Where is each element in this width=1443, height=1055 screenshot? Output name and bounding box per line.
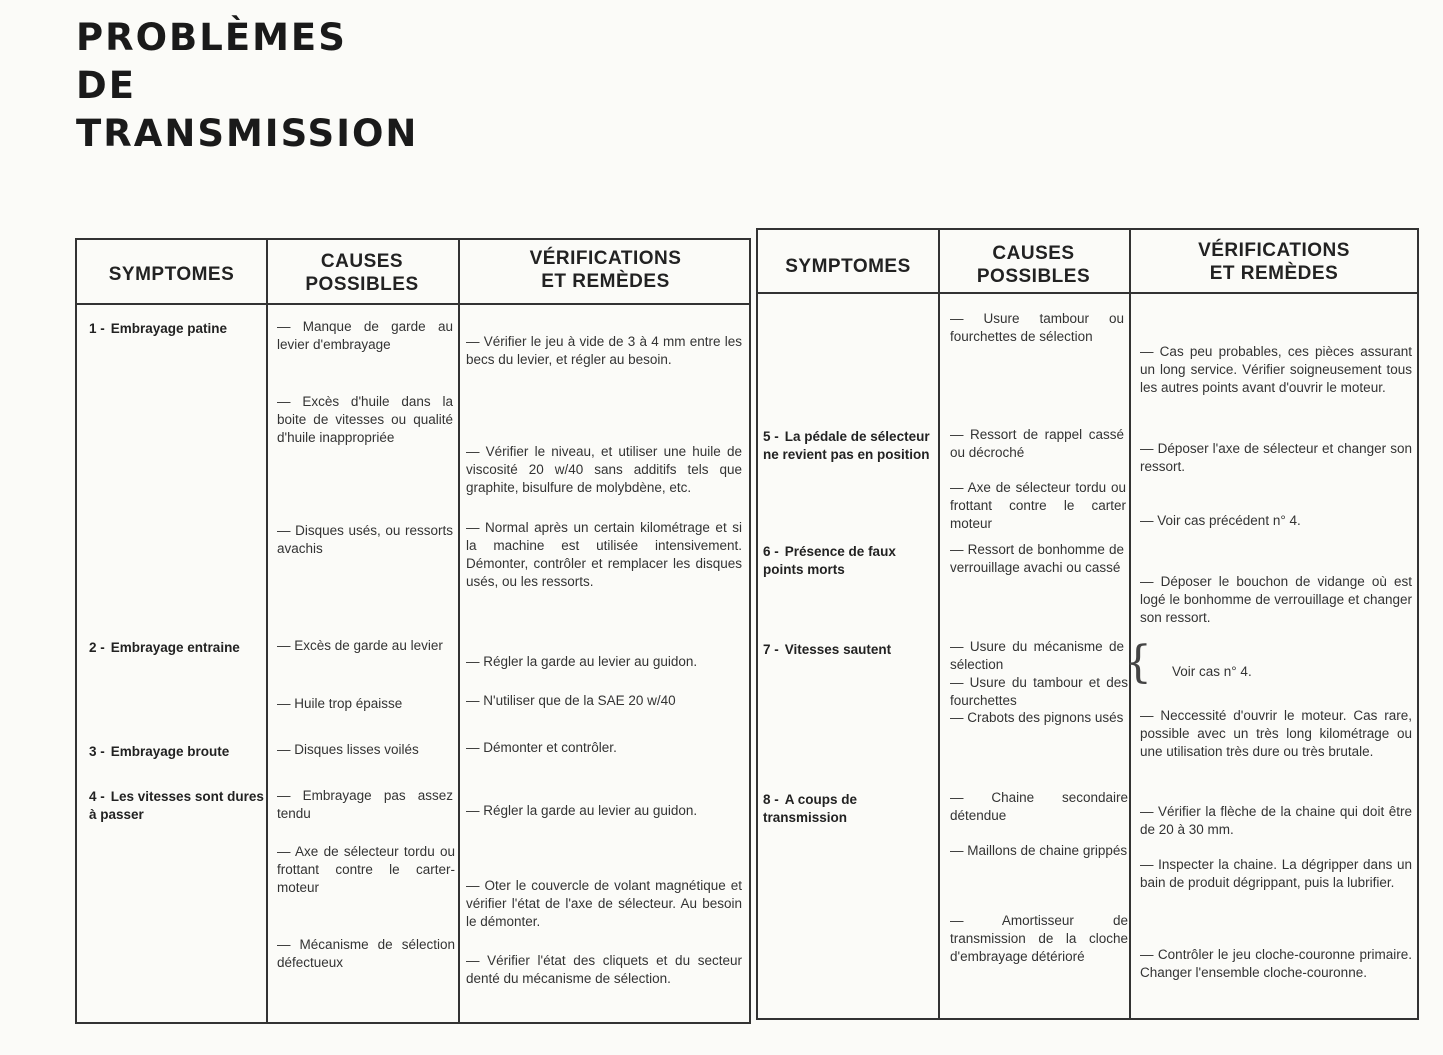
symptom-number: 7 - xyxy=(763,642,779,657)
header-verifications-line2: ET REMÈDES xyxy=(541,271,670,292)
symptom-number: 8 - xyxy=(763,792,779,807)
symptom-text: A coups de transmission xyxy=(763,792,858,825)
remedy-cell: — Vérifier la flèche de la chaine qui doit être de 20 à 30 mm. xyxy=(1140,804,1412,837)
remedy-cell: — Vérifier le jeu à vide de 3 à 4 mm entre les becs du levier, et régler au besoin. xyxy=(466,334,742,367)
cause-cell: — Crabots des pignons usés xyxy=(950,710,1124,725)
remedy-cell: — Régler la garde au levier au guidon. xyxy=(466,654,698,669)
symptom-text: Embrayage entraine xyxy=(110,640,240,655)
symptom-2 xyxy=(89,639,269,657)
cause-cell: — Disques usés, ou ressorts avachis xyxy=(277,523,453,556)
remedy-cell: — Contrôler le jeu cloche-couronne primaire. Changer l'ensemble cloche-couronne. xyxy=(1140,947,1412,980)
cause-cell: — Axe de sélecteur tordu ou frottant contre le carter moteur xyxy=(950,480,1126,531)
header-symptomes-label: SYMPTOMES xyxy=(108,264,235,285)
symptom-6 xyxy=(763,543,939,579)
header-causes-line1: CAUSES xyxy=(320,251,404,272)
remedy-cell: — N'utiliser que de la SAE 20 w/40 xyxy=(466,693,676,708)
header-causes-line1: CAUSES xyxy=(992,243,1075,264)
header-causes-line2: POSSIBLES xyxy=(976,266,1091,287)
title-line-2: DE xyxy=(76,64,136,107)
symptom-3 xyxy=(89,743,259,761)
cause-cell: — Embrayage pas assez tendu xyxy=(277,788,453,821)
remedy-cell: — Normal après un certain kilométrage et si la machine est utilisée intensivement. Démonter, contrôler et remplacer les disques usés, ou les ressorts. xyxy=(466,520,742,589)
symptom-text: Présence de faux points morts xyxy=(763,544,896,577)
remedy-cell: — Déposer l'axe de sélecteur et changer son ressort. xyxy=(1140,441,1412,474)
symptom-text: La pédale de sélecteur ne revient pas en position xyxy=(763,429,930,462)
header-divider xyxy=(77,303,749,305)
cause-cell: — Usure du tambour et des fourchettes xyxy=(950,675,1128,708)
column-divider xyxy=(266,240,268,1022)
remedy-cell: — Vérifier le niveau, et utiliser une huile de viscosité 20 w/40 sans additifs tels que graphite, bisulfure de molybdène, etc. xyxy=(466,444,742,495)
symptom-number: 5 - xyxy=(763,429,779,444)
symptom-number: 1 - xyxy=(89,321,105,336)
symptom-7 xyxy=(763,641,939,659)
symptom-4 xyxy=(89,788,269,824)
brace-symbol: { xyxy=(1124,637,1152,688)
cause-cell: — Maillons de chaine grippés xyxy=(950,843,1128,858)
cause-cell: — Chaine secondaire détendue xyxy=(950,790,1128,823)
symptom-number: 6 - xyxy=(763,544,779,559)
header-verifications xyxy=(458,247,753,293)
cause-cell: — Mécanisme de sélection défectueux xyxy=(277,937,455,970)
remedy-cell: — Inspecter la chaine. La dégripper dans un bain de produit dégrippant, puis la lubrifier. xyxy=(1140,857,1412,890)
remedy-cell: — Neccessité d'ouvrir le moteur. Cas rare, possible avec un très long kilométrage ou une utilisation très dure ou très brutale. xyxy=(1140,708,1412,759)
symptom-number: 3 - xyxy=(89,744,105,759)
cause-cell: — Amortisseur de transmission de la cloche d'embrayage détérioré xyxy=(950,913,1128,964)
cause-cell: — Ressort de rappel cassé ou décroché xyxy=(950,427,1124,460)
symptom-text: Embrayage patine xyxy=(110,321,228,336)
symptom-text: Vitesses sautent xyxy=(784,642,892,657)
header-symptomes xyxy=(77,263,266,286)
symptom-number: 2 - xyxy=(89,640,105,655)
remedy-cell: — Oter le couvercle de volant magnétique et vérifier l'état de l'axe de sélecteur. Au besoin le démonter. xyxy=(466,878,742,929)
header-symptomes xyxy=(758,255,938,278)
cause-cell: — Disques lisses voilés xyxy=(277,742,419,757)
remedy-cell: — Vérifier l'état des cliquets et du secteur denté du mécanisme de sélection. xyxy=(466,953,742,986)
header-causes xyxy=(266,250,458,296)
cause-cell: — Huile trop épaisse xyxy=(277,696,403,711)
column-divider xyxy=(458,240,460,1022)
remedy-cell: — Déposer le bouchon de vidange où est logé le bonhomme de verrouillage et changer son ressort. xyxy=(1140,574,1412,625)
title-line-1: PROBLÈMES xyxy=(76,16,347,59)
header-symptomes-label: SYMPTOMES xyxy=(785,256,911,277)
symptom-1 xyxy=(89,320,259,338)
header-verifications-line1: VÉRIFICATIONS xyxy=(1198,240,1350,261)
symptom-5 xyxy=(763,428,939,464)
cause-cell: — Excès d'huile dans la boite de vitesses ou qualité d'huile inappropriée xyxy=(277,394,453,445)
symptom-text: Embrayage broute xyxy=(110,744,230,759)
header-divider xyxy=(758,292,1417,294)
symptom-text: Les vitesses sont dures à passer xyxy=(89,789,264,822)
cause-cell: — Axe de sélecteur tordu ou frottant contre le carter-moteur xyxy=(277,844,455,895)
cause-cell: — Usure tambour ou fourchettes de sélection xyxy=(950,311,1124,344)
symptom-number: 4 - xyxy=(89,789,105,804)
header-verifications-line2: ET REMÈDES xyxy=(1209,263,1339,284)
page-title xyxy=(76,14,418,158)
remedy-cell: — Voir cas précédent n° 4. xyxy=(1140,513,1301,528)
remedy-cell: Voir cas n° 4. xyxy=(1172,664,1252,679)
symptom-8 xyxy=(763,791,939,827)
header-verifications xyxy=(1129,239,1419,285)
cause-cell: — Usure du mécanisme de sélection xyxy=(950,639,1124,672)
remedy-cell: — Régler la garde au levier au guidon. xyxy=(466,803,698,818)
title-line-3: TRANSMISSION xyxy=(76,112,419,155)
cause-cell: — Excès de garde au levier xyxy=(277,638,443,653)
cause-cell: — Ressort de bonhomme de verrouillage avachi ou cassé xyxy=(950,542,1124,575)
header-verifications-line1: VÉRIFICATIONS xyxy=(529,248,682,269)
column-divider xyxy=(1129,230,1131,1018)
remedy-cell: — Cas peu probables, ces pièces assurant un long service. Vérifier soigneusement tous les autres points avant d'ouvrir le moteur. xyxy=(1140,344,1412,395)
remedy-cell: — Démonter et contrôler. xyxy=(466,740,617,755)
column-divider xyxy=(938,230,940,1018)
header-causes xyxy=(938,242,1129,288)
cause-cell: — Manque de garde au levier d'embrayage xyxy=(277,319,453,352)
header-causes-line2: POSSIBLES xyxy=(305,274,419,295)
